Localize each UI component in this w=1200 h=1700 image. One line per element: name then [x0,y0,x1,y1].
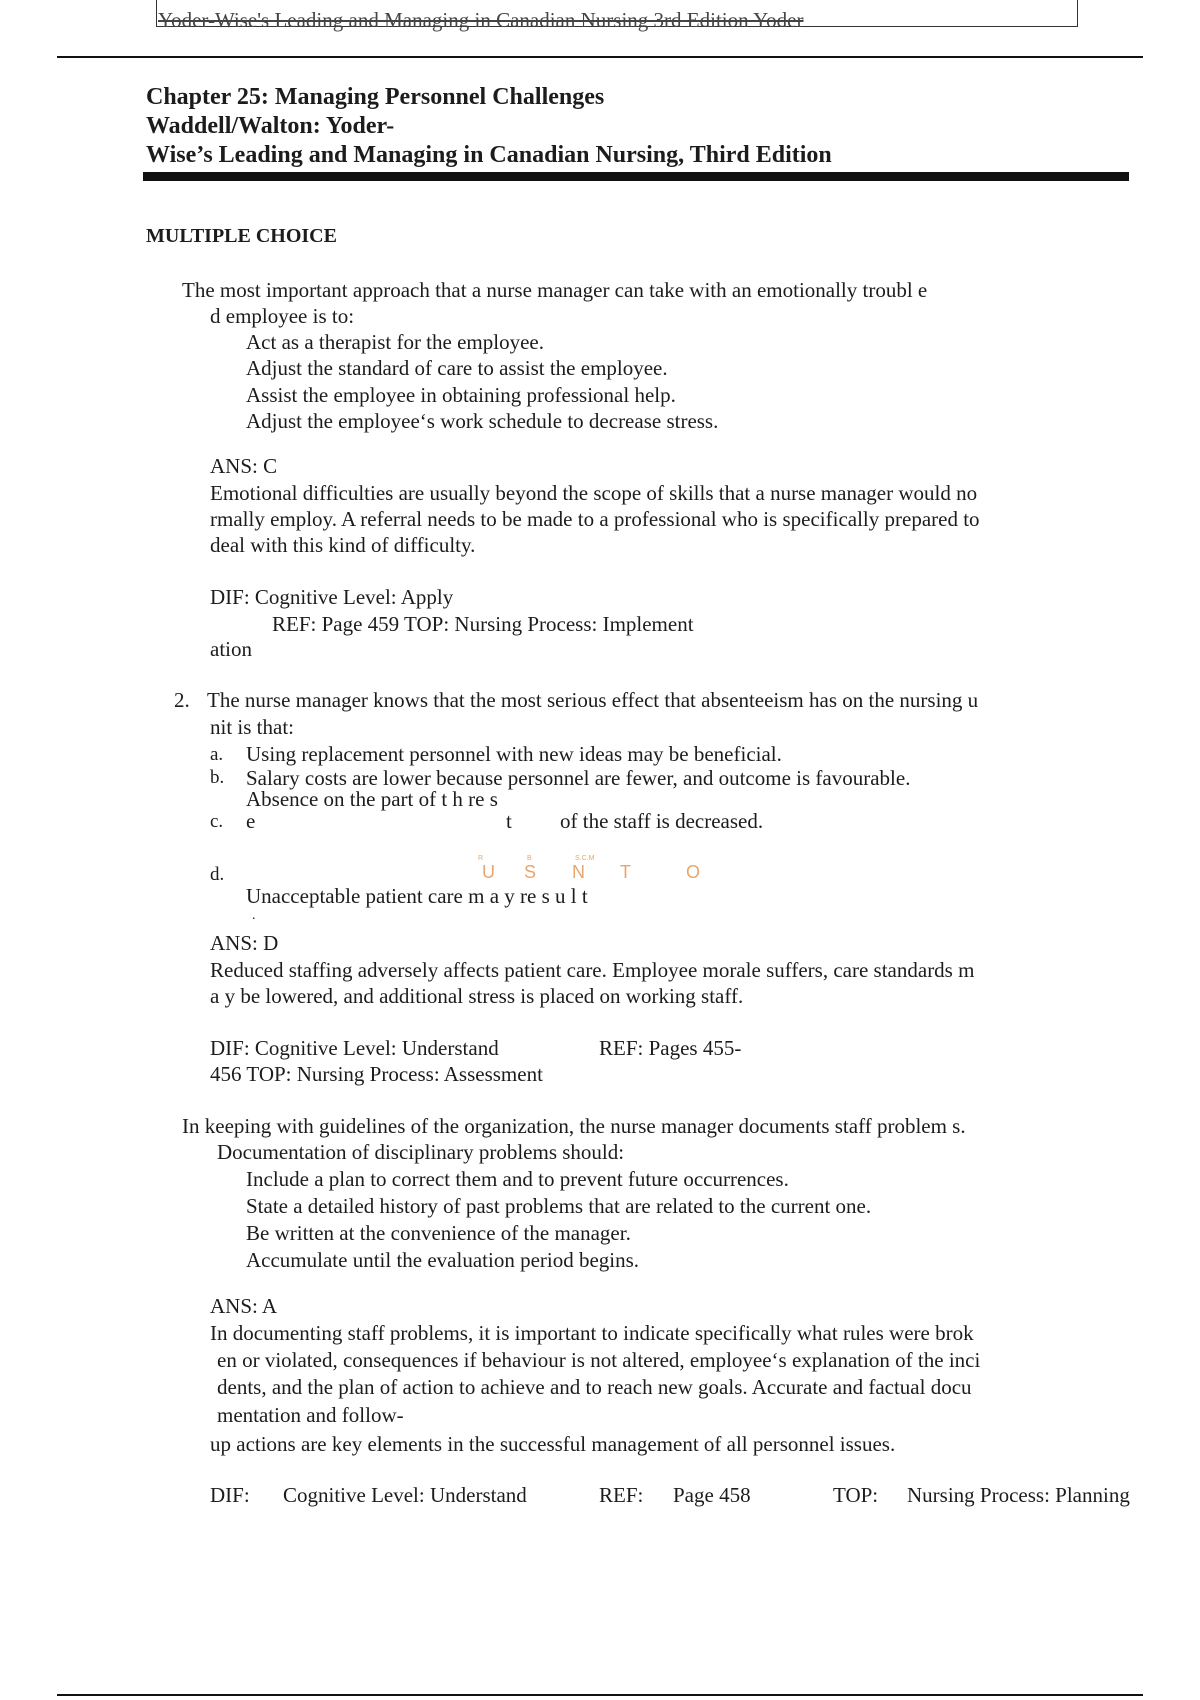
q3-rationale-2: en or violated, consequences if behaviour is not altered, employee‘s explanation of the inci [217,1348,981,1372]
q3-meta-dif-value: Cognitive Level: Understand [283,1483,527,1507]
watermark-tiny-2: B [527,855,532,862]
q3-rationale-4: mentation and follow- [217,1403,404,1427]
watermark-tiny-1: R [478,855,484,862]
header-rule [57,56,1143,58]
q1-meta-cont: ation [210,637,252,661]
q3-rationale-1: In documenting staff problems, it is important to indicate specifically what rules were brok [210,1321,974,1345]
q1-option-b: Adjust the standard of care to assist the employee. [246,356,668,380]
q1-option-d: Adjust the employee‘s work schedule to decrease stress. [246,409,719,433]
footer-rule [57,1694,1143,1696]
q1-meta-ref: REF: Page 459 TOP: Nursing Process: Implement [272,612,694,636]
q2-meta-ref: REF: Pages 455- [599,1036,742,1060]
q2-rationale-1: Reduced staffing adversely affects patient care. Employee morale suffers, care standards m [210,958,975,982]
q2-stem: The nurse manager knows that the most serious effect that absenteeism has on the nursing u [207,688,979,712]
q1-rationale-2: rmally employ. A referral needs to be made to a professional who is specifically prepared to [210,507,980,531]
q3-stem: In keeping with guidelines of the organization, the nurse manager documents staff problem s. [182,1114,966,1138]
chapter-title: Chapter 25: Managing Personnel Challenges [146,84,605,110]
watermark-letter-n: N [572,862,585,882]
q1-stem: The most important approach that a nurse manager can take with an emotionally troubl e [182,278,928,302]
q1-rationale-1: Emotional difficulties are usually beyond the scope of skills that a nurse manager would no [210,481,978,505]
q2-stem-cont: nit is that: [210,715,294,739]
q3-answer: ANS: A [210,1294,278,1318]
q2-letter-a: a. [210,744,224,765]
q1-stem-cont: d employee is to: [210,304,355,328]
q3-stem-cont: Documentation of disciplinary problems should: [217,1140,625,1164]
q3-option-b: State a detailed history of past problems that are related to the current one. [246,1194,872,1218]
q2-option-c-top: Absence on the part of t h re s [246,787,498,811]
q2-option-c-end: of the staff is decreased. [560,809,764,833]
q2-meta-dif: DIF: Cognitive Level: Understand [210,1036,499,1060]
q2-option-b: Salary costs are lower because personnel are fewer, and outcome is favourable. [246,766,911,790]
section-title: MULTIPLE CHOICE [146,225,337,247]
q3-rationale-3: dents, and the plan of action to achieve and to reach new goals. Accurate and factual docu [217,1375,972,1399]
watermark-letter-u: U [482,862,495,882]
q2-letter-d: d. [210,864,225,885]
q2-meta-top: 456 TOP: Nursing Process: Assessment [210,1062,543,1086]
q3-option-d: Accumulate until the evaluation period begins. [246,1248,640,1272]
q3-meta-ref-label: REF: [599,1483,644,1507]
q2-letter-b: b. [210,767,225,788]
q3-meta-top-label: TOP: [833,1483,879,1507]
chapter-authors: Waddell/Walton: Yoder- [146,113,395,139]
q1-meta-dif: DIF: Cognitive Level: Apply [210,585,454,609]
q3-option-c: Be written at the convenience of the manager. [246,1221,631,1245]
q1-answer: ANS: C [210,454,278,478]
q2-answer: ANS: D [210,931,279,955]
q3-meta-top-value: Nursing Process: Planning [907,1483,1130,1507]
q2-option-c-t: t [506,809,512,833]
q1-option-a: Act as a therapist for the employee. [246,330,544,354]
watermark-letter-t: T [620,862,631,882]
q1-rationale-3: deal with this kind of difficulty. [210,533,476,557]
q3-rationale-5: up actions are key elements in the successful management of all personnel issues. [210,1432,896,1456]
book-title: Wise’s Leading and Managing in Canadian Nursing, Third Edition [146,142,832,168]
q2-option-d-dot: . [252,908,256,923]
q2-option-d: Unacceptable patient care m a y re s u l t [246,884,588,908]
title-rule [143,172,1129,181]
q3-option-a: Include a plan to correct them and to prevent future occurrences. [246,1167,789,1191]
q2-number: 2. [174,688,190,712]
watermark-letter-o: O [686,862,701,882]
q2-letter-c: c. [210,811,224,832]
q2-option-c-e: e [246,809,256,833]
watermark-letter-s: S [524,862,537,882]
watermark-tiny-3: S.C.M [575,855,595,862]
running-header: Yoder-Wise's Leading and Managing in Canadian Nursing 3rd Edition Yoder [158,8,804,32]
q2-option-a: Using replacement personnel with new ideas may be beneficial. [246,742,782,766]
q2-rationale-2: a y be lowered, and additional stress is placed on working staff. [210,984,744,1008]
q3-meta-dif-label: DIF: [210,1483,250,1507]
q1-option-c: Assist the employee in obtaining professional help. [246,383,676,407]
q3-meta-ref-value: Page 458 [673,1483,751,1507]
